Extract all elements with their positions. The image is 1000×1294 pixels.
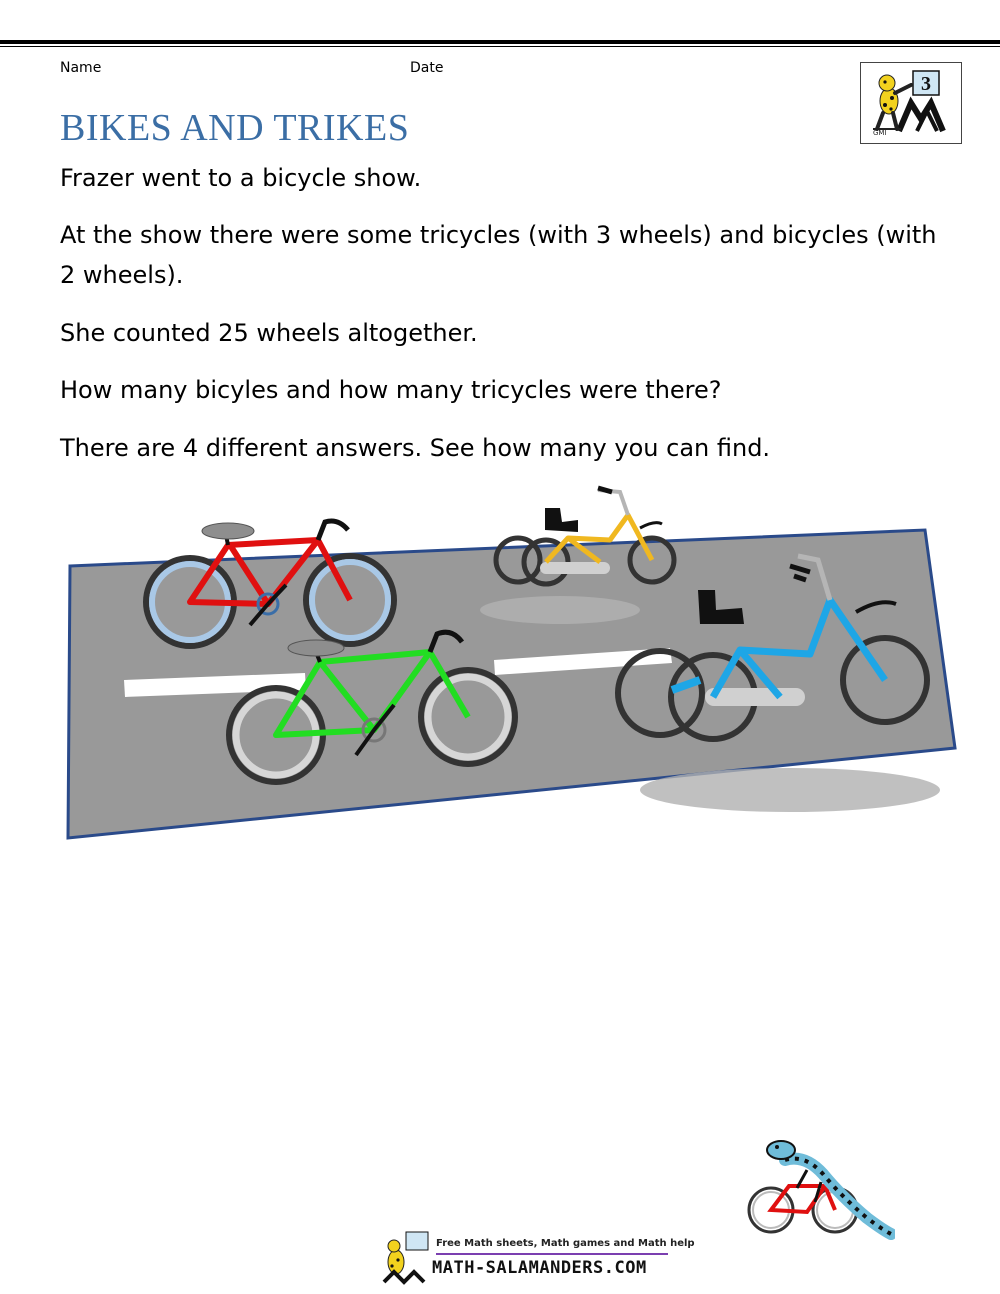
footer-site-name: MATH-SALAMANDERS.COM — [432, 1258, 647, 1278]
problem-hint: There are 4 different answers. See how many you can find. — [60, 434, 771, 462]
salamander-on-bike-icon — [745, 1130, 895, 1240]
problem-paragraph-2: At the show there were some tricycles (with 3 wheels) and bicycles (with 2 wheels). — [60, 221, 937, 289]
footer-tagline: Free Math sheets, Math games and Math help — [436, 1238, 695, 1249]
problem-question: How many bicyles and how many tricycles were there? — [60, 376, 722, 404]
bikes-road-illustration — [0, 480, 1000, 860]
header-rule-thick — [0, 40, 1000, 44]
footer-divider — [436, 1253, 668, 1255]
grade-logo — [860, 62, 962, 144]
header-rule-thin — [0, 46, 1000, 47]
svg-text:3: 3 — [921, 73, 931, 95]
date-label: Date — [410, 60, 444, 76]
page-title: BIKES AND TRIKES — [60, 107, 410, 149]
problem-paragraph-3: She counted 25 wheels altogether. — [60, 319, 478, 347]
name-label: Name — [60, 60, 102, 76]
svg-text:GMI: GMI — [873, 129, 887, 137]
problem-paragraph-1: Frazer went to a bicycle show. — [60, 164, 422, 192]
salamander-grade-icon — [861, 63, 961, 143]
